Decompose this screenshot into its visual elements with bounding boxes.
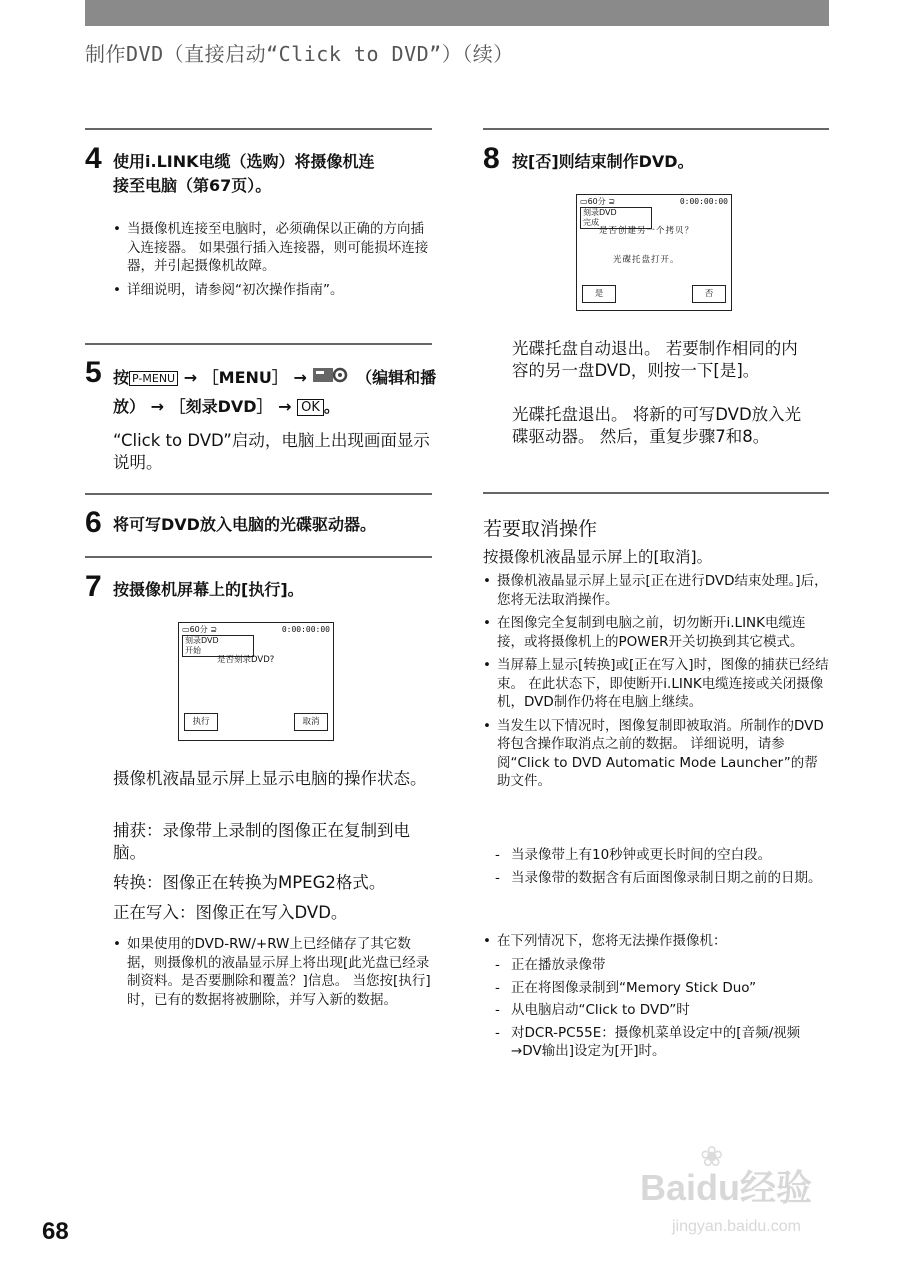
watermark-url: jingyan.baidu.com bbox=[672, 1218, 801, 1235]
step-body: 正在写入：图像正在写入DVD。 bbox=[113, 903, 348, 922]
bullet-list bbox=[483, 572, 829, 796]
divider bbox=[85, 493, 432, 495]
list-item: • 当屏幕上显示[转换]或[正在写入]时，图像的捕获已经结束。 在此状态下，即使断开i.LINK电缆连接或关闭摄像机，DVD制作仍将在电脑上继续。 bbox=[483, 656, 829, 712]
text-span: 按 bbox=[113, 368, 130, 387]
list-item: • 摄像机液晶显示屏上显示[正在进行DVD结束处理。]后，您将无法取消操作。 bbox=[483, 572, 829, 609]
divider bbox=[85, 556, 432, 558]
execute-button[interactable]: 执行 bbox=[184, 713, 218, 731]
divider bbox=[85, 128, 432, 130]
arrow: → bbox=[150, 396, 164, 416]
tape-icon: ⊇ bbox=[608, 197, 615, 206]
cancel-button[interactable]: 取消 bbox=[294, 713, 328, 731]
lcd-message: 光碟托盘打开。 bbox=[613, 255, 680, 265]
list-item: • 当发生以下情况时，图像复制即被取消。所制作的DVD将包含操作取消点之前的数据。 详细说明，请参阅“Click to DVD Automatic Mode Launcher”的帮助文件。 bbox=[483, 717, 829, 791]
dash-list bbox=[493, 846, 829, 891]
watermark-logo: Baidu经验 bbox=[640, 1167, 813, 1208]
arrow: → bbox=[183, 368, 198, 387]
page-title: 制作DVD（直接启动“Click to DVD”）（续） bbox=[85, 42, 514, 66]
timecode: 0:00:00:00 bbox=[679, 197, 728, 206]
list-item: • 在图像完全复制到电脑之前，切勿断开i.LINK电缆连接，或将摄像机上的POWER开关切换到其它模式。 bbox=[483, 614, 829, 651]
lcd-message: 是否创建另一个拷贝？ bbox=[599, 226, 695, 236]
lcd-screen-finish bbox=[576, 194, 732, 311]
header-bar bbox=[85, 0, 829, 26]
edit-play-icon bbox=[312, 365, 350, 393]
step-body: 光碟托盘自动退出。 若要制作相同的内容的另一盘DVD，则按一下[是]。 bbox=[512, 339, 798, 380]
step-heading bbox=[113, 150, 443, 198]
heading-line: 接至电脑（第67页）。 bbox=[113, 176, 272, 195]
step-number: 5 bbox=[85, 356, 102, 389]
bullet-list bbox=[113, 935, 431, 1014]
bullet-list bbox=[483, 932, 829, 956]
list-item: - 从电脑启动“Click to DVD”时 bbox=[493, 1001, 829, 1020]
section-intro: 按摄像机液晶显示屏上的[取消]。 bbox=[483, 548, 713, 566]
menu-line: 开始 bbox=[185, 646, 201, 655]
step-heading bbox=[113, 364, 438, 421]
text-span: 。 bbox=[323, 396, 340, 416]
bullet-list bbox=[113, 220, 431, 304]
list-item: - 当录像带的数据含有后面图像录制日期之前的日期。 bbox=[493, 869, 829, 888]
step-body: 捕获：录像带上录制的图像正在复制到电脑。 bbox=[113, 821, 410, 862]
step-number: 6 bbox=[85, 506, 102, 539]
burn-label: ［刻录DVD］ bbox=[169, 396, 273, 416]
list-item: • 当摄像机连接至电脑时，必须确保以正确的方向插入连接器。 如果强行插入连接器，则可能损坏连接器，并引起摄像机故障。 bbox=[113, 220, 431, 276]
arrow: → bbox=[293, 368, 307, 387]
no-button[interactable]: 否 bbox=[692, 285, 726, 303]
step-body: “Click to DVD”启动，电脑上出现画面显示说明。 bbox=[113, 431, 430, 472]
edit-label: （编辑和播放） bbox=[113, 368, 437, 416]
step-number: 8 bbox=[483, 142, 500, 175]
lcd-screen-execute bbox=[178, 622, 334, 741]
divider bbox=[483, 492, 829, 494]
arrow: → bbox=[278, 396, 292, 416]
paw-icon: ❀ bbox=[700, 1140, 724, 1173]
list-item: - 对DCR-PC55E：摄像机菜单设定中的[音频/视频→DV输出]设定为[开]时。 bbox=[493, 1024, 829, 1061]
step-number: 4 bbox=[85, 142, 102, 175]
page-number: 68 bbox=[42, 1218, 69, 1245]
section-title: 若要取消操作 bbox=[483, 518, 598, 540]
menu-label: ［MENU］ bbox=[202, 368, 288, 387]
ok-key: OK bbox=[297, 399, 324, 416]
lcd-message: 是否刻录DVD? bbox=[217, 655, 275, 665]
menu-line: 刻录DVD bbox=[185, 636, 219, 645]
step-body: 摄像机液晶显示屏上显示电脑的操作状态。 bbox=[113, 769, 427, 788]
step-heading: 按摄像机屏幕上的[执行]。 bbox=[113, 580, 304, 599]
list-item: • 如果使用的DVD-RW/+RW上已经储存了其它数据，则摄像机的液晶显示屏上将出现[此光盘已经录制资料。是否要删除和覆盖？]信息。 当您按[执行]时，已有的数据将被删除，并写入新的数据。 bbox=[113, 935, 431, 1009]
step-number: 7 bbox=[85, 570, 102, 603]
battery-indicator: ▭60分 ⊇ bbox=[182, 625, 217, 634]
menu-line: 完成 bbox=[583, 218, 599, 227]
divider bbox=[483, 128, 829, 130]
list-item: - 正在播放录像带 bbox=[493, 956, 829, 975]
list-item: • 详细说明，请参阅“初次操作指南”。 bbox=[113, 281, 431, 300]
tape-icon: ⊇ bbox=[210, 625, 217, 634]
p-menu-key: P-MENU bbox=[129, 371, 178, 386]
list-item: • 在下列情况下，您将无法操作摄像机： bbox=[483, 932, 829, 951]
step-heading: 将可写DVD放入电脑的光碟驱动器。 bbox=[113, 515, 376, 534]
menu-line: 刻录DVD bbox=[583, 208, 617, 217]
divider bbox=[85, 343, 432, 345]
heading-line: 使用i.LINK电缆（选购）将摄像机连 bbox=[113, 152, 375, 171]
yes-button[interactable]: 是 bbox=[582, 285, 616, 303]
dash-list bbox=[493, 956, 829, 1065]
step-body: 光碟托盘退出。 将新的可写DVD放入光碟驱动器。 然后，重复步骤7和8。 bbox=[512, 405, 802, 446]
list-item: - 正在将图像录制到“Memory Stick Duo” bbox=[493, 979, 829, 998]
timecode: 0:00:00:00 bbox=[281, 625, 330, 634]
list-item: - 当录像带上有10秒钟或更长时间的空白段。 bbox=[493, 846, 829, 865]
menu-label-box bbox=[182, 635, 254, 657]
battery-indicator: ▭60分 ⊇ bbox=[580, 197, 615, 206]
step-body: 转换：图像正在转换为MPEG2格式。 bbox=[113, 873, 386, 892]
step-heading: 按[否]则结束制作DVD。 bbox=[512, 152, 694, 171]
